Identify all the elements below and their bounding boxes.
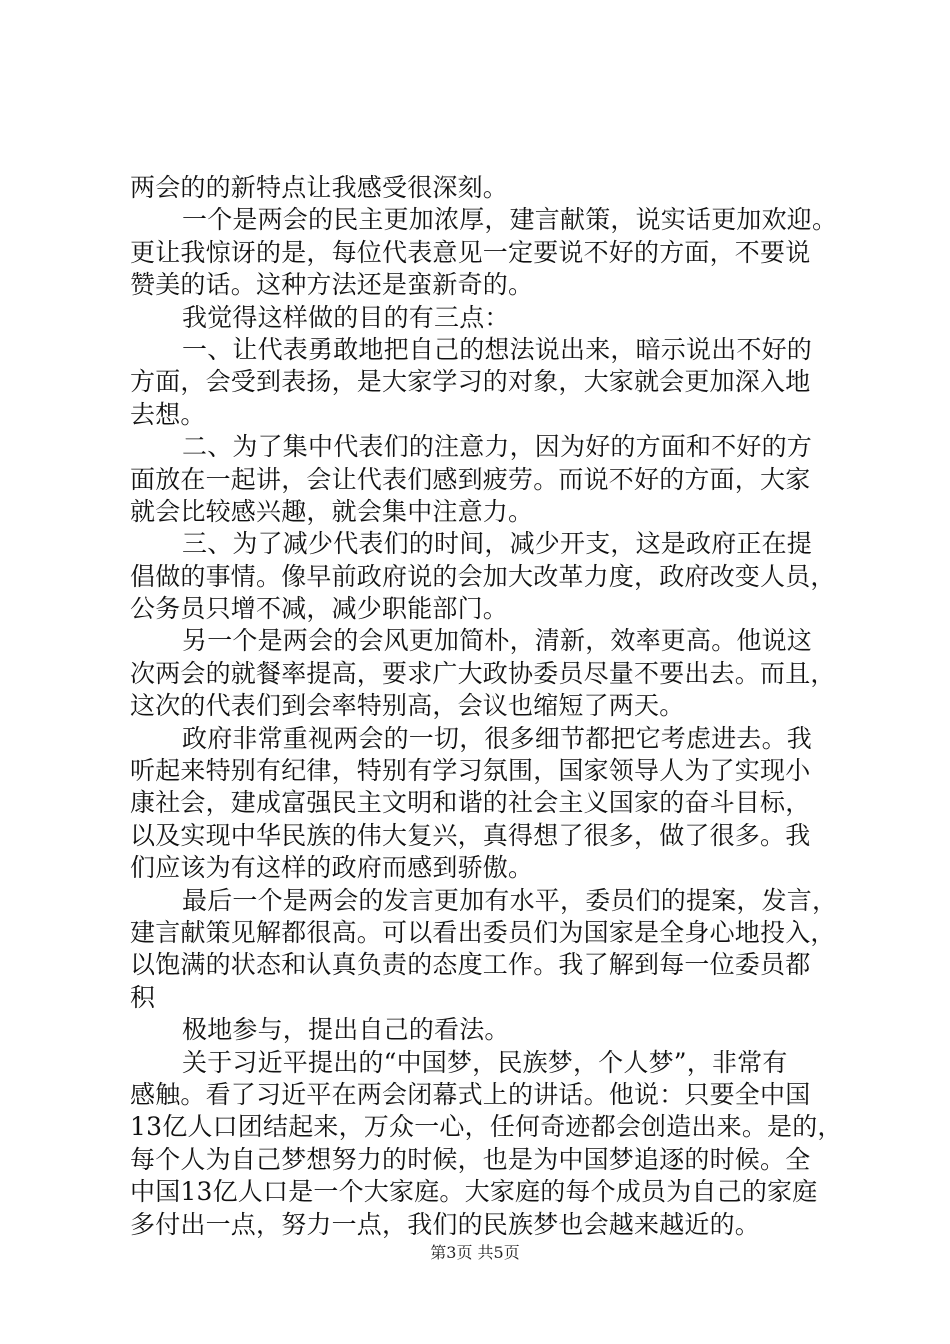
text-line: 以饱满的状态和认真负责的态度工作。我了解到每一位委员都 [130, 950, 811, 980]
text-line: 我觉得这样做的目的有三点： [182, 302, 510, 332]
text-line: 面放在一起讲，会让代表们感到疲劳。而说不好的方面，大家 [130, 464, 811, 494]
text-line: 公务员只增不减，减少职能部门。 [130, 594, 509, 624]
text-line: 倡做的事情。像早前政府说的会加大改革力度，政府改变人员， [130, 561, 836, 591]
text-line: 们应该为有这样的政府而感到骄傲。 [130, 853, 534, 883]
text-line: 多付出一点，努力一点，我们的民族梦也会越来越近的。 [130, 1209, 761, 1239]
text-line: 以及实现中华民族的伟大复兴，真得想了很多，做了很多。我 [130, 820, 811, 850]
text-line: 去想。 [130, 399, 206, 429]
text-line: 极地参与，提出自己的看法。 [182, 1015, 510, 1045]
text-line: 13亿人口团结起来，万众一心，任何奇迹都会创造出来。是的， [130, 1112, 843, 1142]
page-footer: 第3页 共5页 [430, 1243, 520, 1262]
text-line: 中国13亿人口是一个大家庭。大家庭的每个成员为自己的家庭 [130, 1177, 818, 1207]
text-line: 赞美的话。这种方法还是蛮新奇的。 [130, 270, 534, 300]
text-line: 就会比较感兴趣，就会集中注意力。 [130, 496, 534, 526]
text-line: 这次的代表们到会率特别高，会议也缩短了两天。 [130, 691, 685, 721]
text-line: 方面，会受到表扬，是大家学习的对象，大家就会更加深入地 [130, 367, 811, 397]
text-line: 感触。看了习近平在两会闭幕式上的讲话。他说：只要全中国 [130, 1079, 811, 1109]
text-line: 三、为了减少代表们的时间，减少开支，这是政府正在提 [182, 529, 813, 559]
text-line: 一个是两会的民主更加浓厚，建言献策，说实话更加欢迎。 [182, 205, 838, 235]
text-line: 康社会，建成富强民主文明和谐的社会主义国家的奋斗目标， [130, 788, 811, 818]
text-line: 每个人为自己梦想努力的时候，也是为中国梦追逐的时候。全 [130, 1144, 811, 1174]
text-line: 二、为了集中代表们的注意力，因为好的方面和不好的方 [182, 432, 813, 462]
text-line: 另一个是两会的会风更加简朴，清新，效率更高。他说这 [182, 626, 813, 656]
text-line: 听起来特别有纪律，特别有学习氛围，国家领导人为了实现小 [130, 756, 811, 786]
text-line: 政府非常重视两会的一切，很多细节都把它考虑进去。我 [182, 723, 813, 753]
text-line: 更让我惊讶的是，每位代表意见一定要说不好的方面，不要说 [130, 237, 811, 267]
text-line: 次两会的就餐率提高，要求广大政协委员尽量不要出去。而且， [130, 658, 836, 688]
document-body [130, 172, 843, 1241]
text-line: 两会的的新特点让我感受很深刻。 [130, 173, 509, 202]
text-line: 一、让代表勇敢地把自己的想法说出来，暗示说出不好的 [182, 334, 813, 364]
text-line: 积 [130, 982, 156, 1012]
text-line: 最后一个是两会的发言更加有水平，委员们的提案，发言， [182, 885, 838, 915]
text-line: 关于习近平提出的“中国梦，民族梦，个人梦”，非常有 [182, 1047, 788, 1077]
text-line: 建言献策见解都很高。可以看出委员们为国家是全身心地投入， [130, 917, 836, 947]
